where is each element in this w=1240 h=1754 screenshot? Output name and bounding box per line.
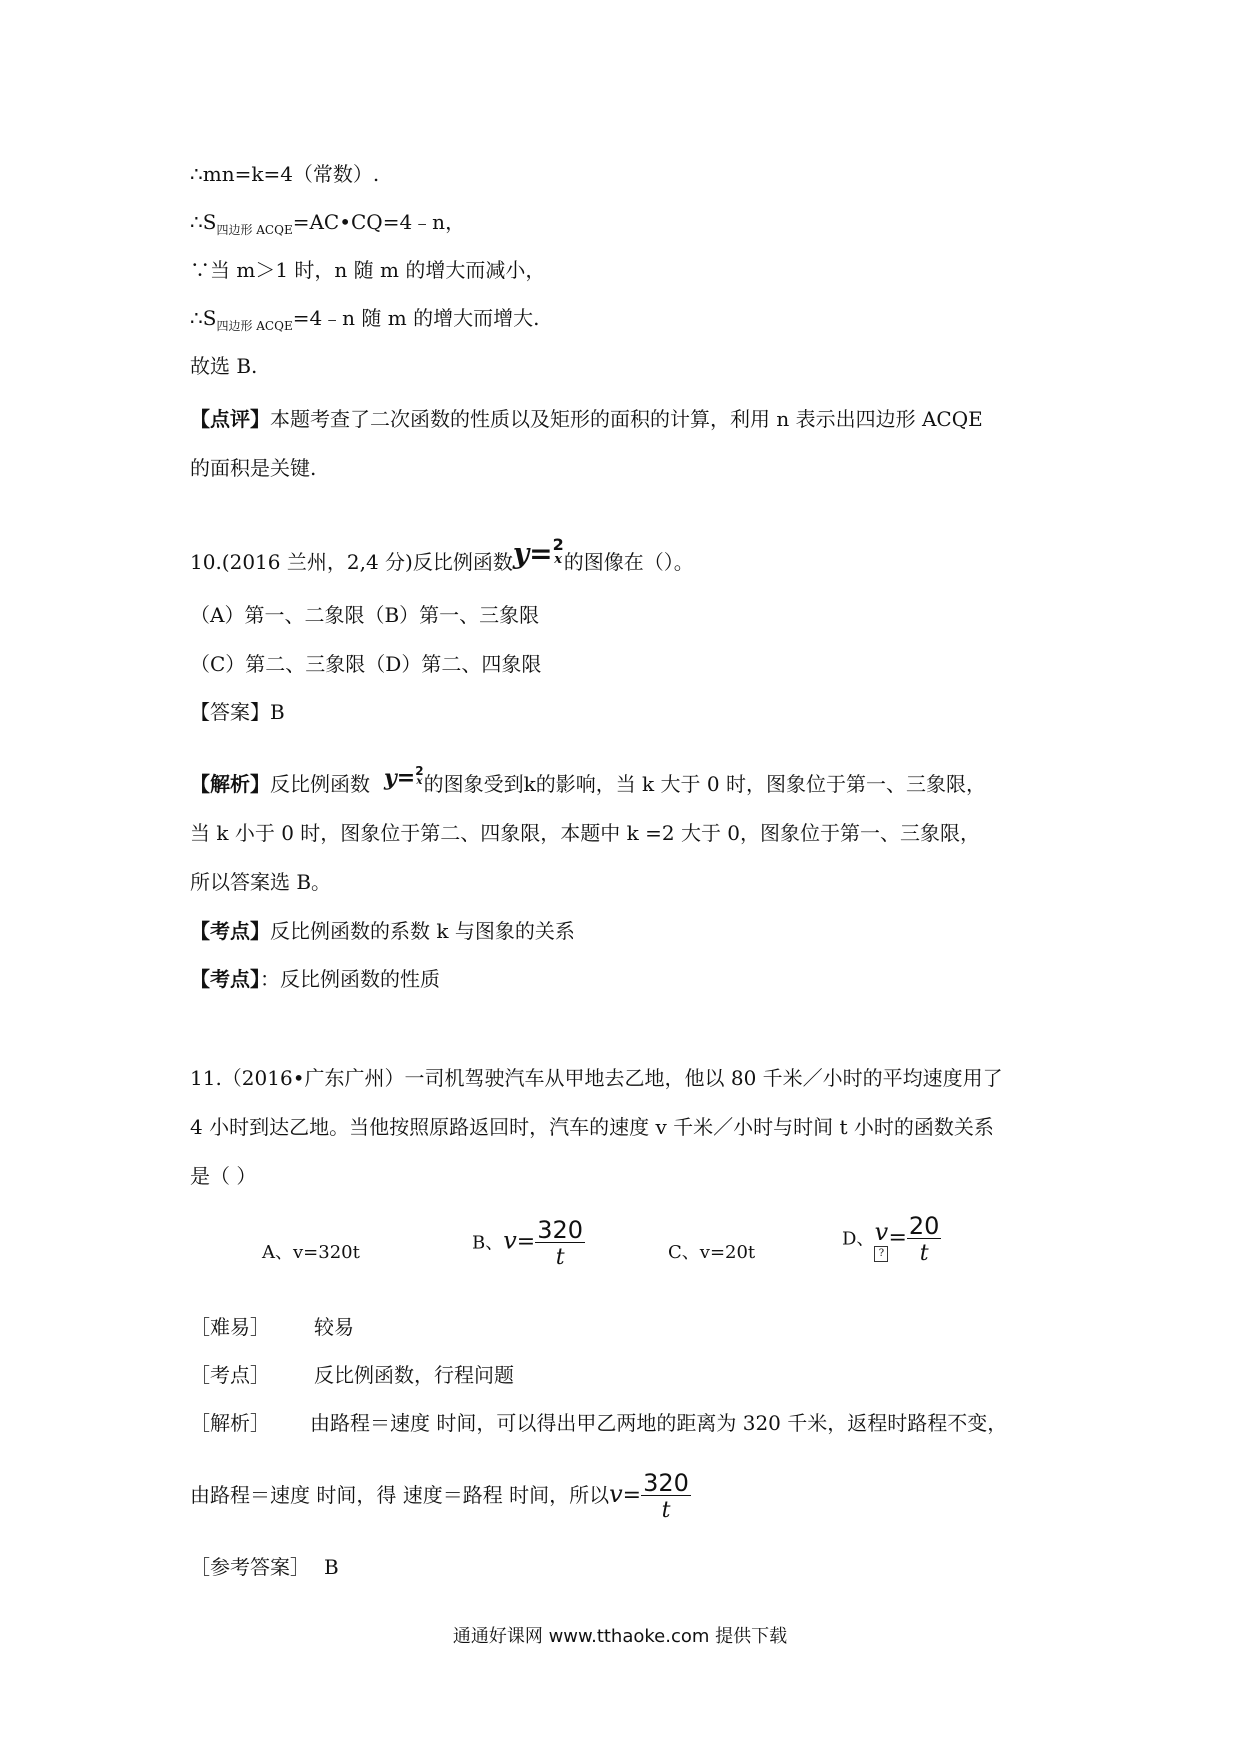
- numerator: 2: [415, 763, 424, 778]
- fraction: [641, 1471, 691, 1522]
- q10-analysis-1: [190, 763, 986, 798]
- comment-line-2: 的面积是关键.: [190, 456, 317, 480]
- q11-keypoint: [190, 1361, 514, 1389]
- comment-tag: 【点评】: [190, 407, 270, 431]
- var-v: v: [874, 1217, 889, 1246]
- denominator: x: [416, 775, 423, 787]
- q10-formula-y: y=: [512, 537, 553, 570]
- text: 反比例函数: [270, 772, 370, 796]
- keypoint-text: ：反比例函数的性质: [260, 967, 440, 991]
- equals: =: [516, 1229, 536, 1255]
- keypoint-tag: 【考点】: [190, 967, 260, 991]
- text: 的图象受到k的影响，当 k 大于 0 时，图象位于第一、三象限，: [423, 772, 986, 796]
- analysis-tag: 【解析】: [190, 772, 270, 796]
- q11-reference-answer: [190, 1553, 339, 1581]
- q10-prefix: 10.(2016 兰州，2,4 分)反比例函数: [190, 550, 513, 574]
- q11-difficulty: [190, 1313, 354, 1341]
- q10-analysis-2: 当 k 小于 0 时，图象位于第二、四象限，本题中 k =2 大于 0，图象位于第一、三象限，: [190, 821, 981, 845]
- analysis-fraction: [415, 765, 423, 787]
- var-v: v: [609, 1480, 623, 1508]
- text: ∴S: [190, 210, 217, 234]
- prev-line-3: ∵当 m＞1 时，n 随 m 的增大而减小，: [190, 258, 546, 282]
- comment-line: [190, 405, 983, 433]
- text: =AC•CQ=4﹣n，: [292, 210, 466, 234]
- denominator: t: [919, 1241, 929, 1266]
- numerator: 2: [552, 535, 564, 554]
- q10-fraction: [553, 537, 564, 566]
- denominator: t: [555, 1245, 565, 1270]
- prev-line-5: 故选 B.: [190, 354, 258, 378]
- option-label: D、: [842, 1228, 875, 1250]
- text: =4﹣n 随 m 的增大而增大.: [292, 306, 540, 330]
- fraction: [907, 1214, 942, 1265]
- q11-analysis-1: [190, 1409, 1007, 1437]
- q11-option-a: A、v=320t: [262, 1242, 360, 1263]
- comment-text: 本题考查了二次函数的性质以及矩形的面积的计算，利用 n 表示出四边形 ACQE: [270, 407, 983, 431]
- analysis-tag: ［解析］: [190, 1411, 270, 1435]
- prev-line-2: [190, 208, 465, 239]
- q11-option-c: C、v=20t: [668, 1242, 756, 1263]
- q10-stem: [190, 535, 694, 578]
- denominator: x: [554, 552, 563, 567]
- keypoint-tag: 【考点】: [190, 919, 270, 943]
- q10-keypoint-2: [190, 965, 440, 993]
- equals: =: [622, 1483, 642, 1508]
- keypoint-text: 反比例函数的系数 k 与图象的关系: [270, 919, 575, 943]
- subscript: 四边形 ACQE: [216, 319, 293, 333]
- numerator: 20: [908, 1212, 940, 1240]
- analysis-text: 由路程＝速度 时间，可以得出甲乙两地的距离为 320 千米，返程时路程不变，: [310, 1411, 1008, 1435]
- q10-keypoint-1: [190, 917, 575, 945]
- reference-tag: ［参考答案］: [190, 1555, 310, 1579]
- keypoint-tag: ［考点］: [190, 1363, 270, 1387]
- q11-option-b: [472, 1218, 585, 1269]
- keypoint-value: 反比例函数，行程问题: [314, 1363, 514, 1387]
- q10-answer: 【答案】B: [190, 700, 285, 724]
- numerator: 320: [643, 1469, 689, 1497]
- q10-options-ab: （A）第一、二象限（B）第一、三象限: [190, 603, 540, 627]
- equals: =: [888, 1225, 907, 1251]
- q11-option-d: [842, 1214, 941, 1265]
- text: ∴S: [190, 306, 217, 330]
- q10-suffix: 的图像在（）。: [563, 550, 694, 574]
- difficulty-value: 较易: [314, 1315, 354, 1339]
- prev-line-1: ∴mn=k=4（常数）.: [190, 162, 380, 186]
- q11-stem-1: 11.（2016•广东广州）一司机驾驶汽车从甲地去乙地，他以 80 千米／小时的平均速度用了: [190, 1066, 1003, 1090]
- prev-line-4: [190, 304, 539, 335]
- var-v: v: [503, 1226, 517, 1255]
- option-label: B、: [472, 1232, 504, 1254]
- reference-value: B: [324, 1555, 339, 1579]
- numerator: 320: [537, 1216, 584, 1244]
- q11-analysis-2: [190, 1462, 691, 1528]
- page-footer: 通通好课网 www.tthaoke.com 提供下载: [452, 1626, 788, 1647]
- difficulty-tag: ［难易］: [190, 1315, 270, 1339]
- analysis-formula-y: y=: [384, 765, 416, 791]
- var-with-box: [874, 1218, 888, 1262]
- q10-analysis-3: 所以答案选 B。: [190, 870, 332, 894]
- subscript: 四边形 ACQE: [216, 223, 293, 237]
- q11-stem-2: 4 小时到达乙地。当他按照原路返回时，汽车的速度 v 千米／小时与时间 t 小时的函数关系: [190, 1115, 994, 1139]
- denominator: t: [661, 1498, 671, 1523]
- analysis-text: 由路程＝速度 时间，得 速度＝路程 时间，所以: [190, 1483, 610, 1507]
- q11-stem-3: 是（ ）: [190, 1164, 257, 1188]
- fraction: [535, 1218, 585, 1269]
- q10-options-cd: （C）第二、三象限（D）第二、四象限: [190, 652, 542, 676]
- missing-glyph-box: ?: [874, 1246, 888, 1262]
